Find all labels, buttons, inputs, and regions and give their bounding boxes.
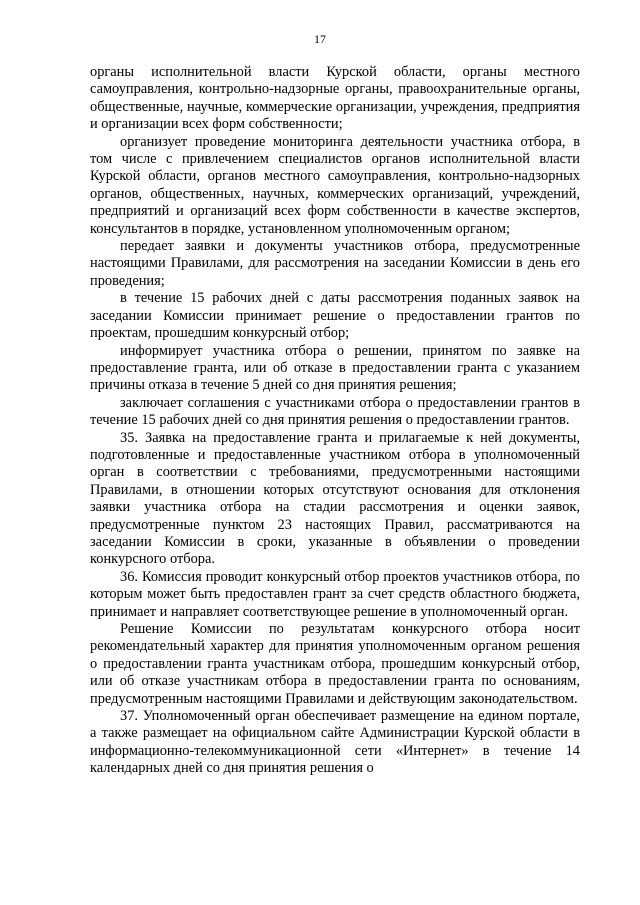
paragraph-inform-participant: информирует участника отбора о решении, принятом по заявке на предоставление гранта, или об отказе в предоставлении гранта с указанием причины отказа в течение 5 дней со дня принятия решения; — [90, 342, 580, 394]
paragraph-monitoring: организует проведение мониторинга деятельности участника отбора, в том числе с привлечением специалистов органов исполнительной власти Курской области, органов местного самоуправления, контрольно-надзорных органов, общественных, научных, коммерческих организаций, учреждений, предприятий и организаций всех форм собственности в качестве экспертов, консультантов в порядке, установленном уполномоченным органом; — [90, 133, 580, 237]
paragraph-clause-37: 37. Уполномоченный орган обеспечивает размещение на едином портале, а также размещает на официальном сайте Администрации Курской области в информационно-телекоммуникационной сети «Интернет» в течение 14 календарных дней со дня принятия решения о — [90, 708, 580, 777]
document-body — [90, 64, 580, 778]
paragraph-continuation: органы исполнительной власти Курской области, органы местного самоуправления, контрольно-надзорные органы, правоохранительные органы, общественные, научные, коммерческие организации, учреждения, предприятия и организации всех форм собственности; — [90, 64, 580, 133]
paragraph-commission-decision: Решение Комиссии по результатам конкурсного отбора носит рекомендательный характер для принятия уполномоченным органом решения о предоставлении гранта участникам отбора, прошедшим конкурсный отбор, или об отказе участникам отбора в предоставлении гранта по основаниям, предусмотренным настоящими Правилами и действующим законодательством. — [90, 621, 580, 707]
paragraph-clause-35: 35. Заявка на предоставление гранта и прилагаемые к ней документы, подготовленные и предоставленные участником отбора в уполномоченный орган в соответствии с требованиями, предусмотренными настоящими Правилами, в отношении которых отсутствуют основания для отклонения заявки участника отбора на стадии рассмотрения и оценки заявок, предусмотренные пунктом 23 настоящих Правил, рассматриваются на заседании Комиссии в сроки, указанные в объявлении о проведении конкурсного отбора. — [90, 429, 580, 568]
paragraph-decision-deadline: в течение 15 рабочих дней с даты рассмотрения поданных заявок на заседании Комиссии принимает решение о предоставлении грантов по проектам, прошедшим конкурсный отбор; — [90, 290, 580, 342]
paragraph-clause-36: 36. Комиссия проводит конкурсный отбор проектов участников отбора, по которым может быть предоставлен грант за счет средств областного бюджета, принимает и направляет соответствующее решение в уполномоченный орган. — [90, 568, 580, 620]
paragraph-transfer-applications: передает заявки и документы участников отбора, предусмотренные настоящими Правилами, для рассмотрения на заседании Комиссии в день его проведения; — [90, 238, 580, 289]
paragraph-agreements: заключает соглашения с участниками отбора о предоставлении грантов в течение 15 рабочих дней со дня принятия решения о предоставлении грантов. — [90, 394, 580, 429]
page-number: 17 — [314, 32, 326, 46]
